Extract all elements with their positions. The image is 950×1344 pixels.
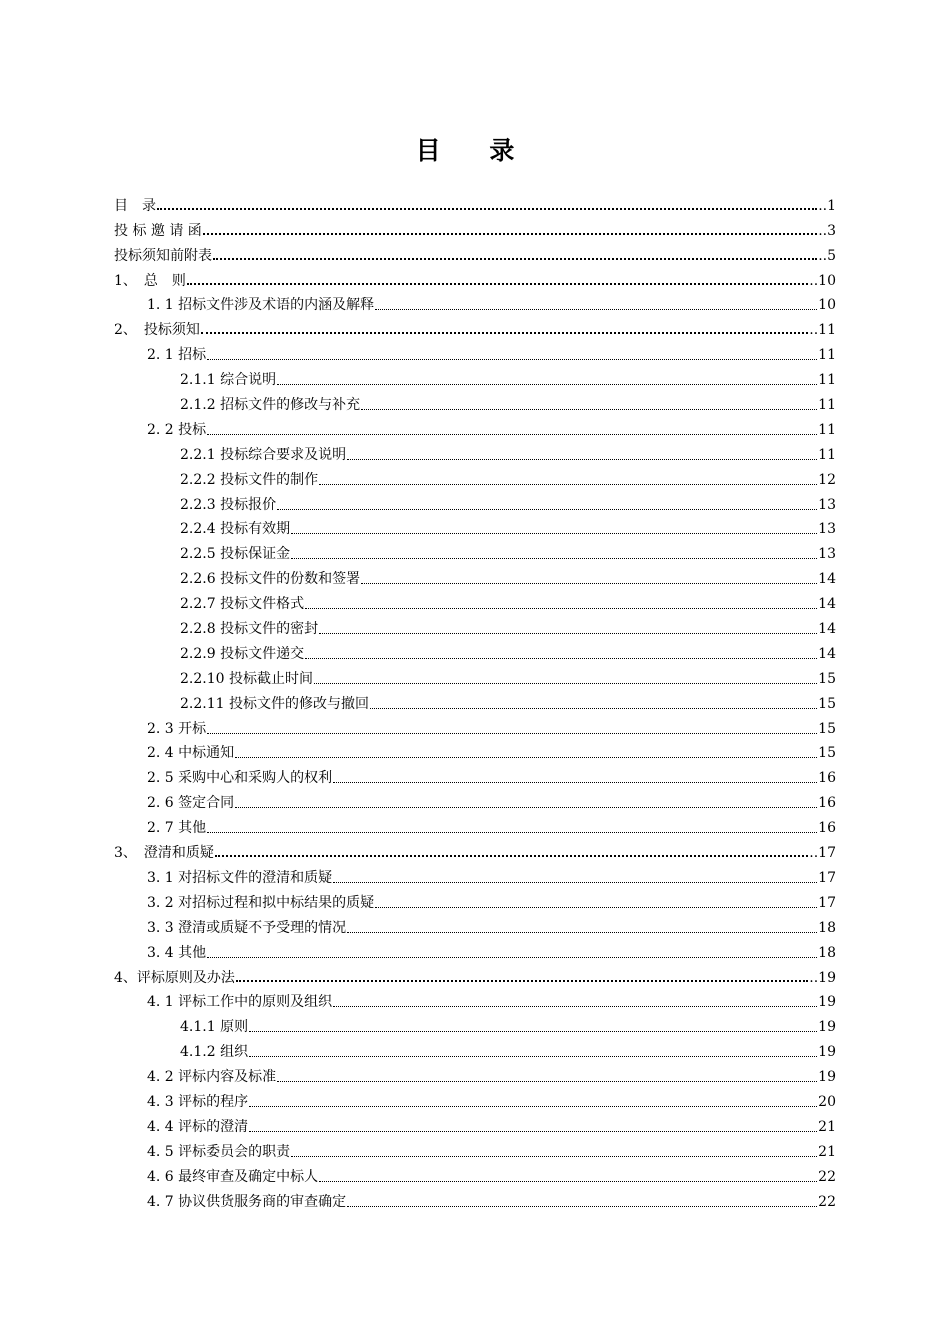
toc-entry[interactable]	[114, 464, 836, 489]
table-of-contents	[114, 190, 836, 1211]
toc-leader-dots	[347, 451, 817, 460]
toc-entry-title: 2、 投标须知	[114, 322, 200, 339]
toc-entry[interactable]	[114, 663, 836, 688]
toc-entry-page-number: 16	[818, 795, 836, 812]
toc-entry[interactable]	[114, 538, 836, 563]
toc-entry-title: 4、评标原则及办法	[114, 969, 235, 986]
toc-entry[interactable]	[114, 514, 836, 539]
toc-entry[interactable]	[114, 812, 836, 837]
toc-entry[interactable]	[114, 1161, 836, 1186]
toc-leader-dots	[249, 1048, 817, 1057]
toc-entry[interactable]	[114, 1186, 836, 1211]
toc-entry-title: 3. 4 其他	[147, 944, 207, 961]
toc-entry-title: 4. 3 评标的程序	[147, 1093, 249, 1110]
toc-entry-title: 投标须知前附表	[114, 247, 212, 264]
toc-entry-title: 1、 总 则	[114, 272, 186, 289]
toc-entry-title: 2.2.7 投标文件格式	[180, 596, 305, 613]
toc-entry-page-number: 11	[818, 446, 836, 463]
toc-entry-title: 2. 1 招标	[147, 347, 207, 364]
toc-entry[interactable]	[114, 762, 836, 787]
toc-entry-title: 3、 澄清和质疑	[114, 845, 214, 862]
toc-entry-page-number: 14	[818, 645, 836, 662]
toc-entry[interactable]	[114, 265, 836, 290]
toc-entry-title: 2. 7 其他	[147, 820, 207, 837]
toc-entry[interactable]	[114, 713, 836, 738]
toc-entry-page-number: 22	[818, 1193, 836, 1210]
toc-entry-title: 2.2.6 投标文件的份数和签署	[180, 571, 361, 588]
toc-leader-dots	[235, 799, 817, 808]
toc-entry-title: 1. 1 招标文件涉及术语的内涵及解释	[147, 297, 375, 314]
toc-entry-page-number: 11	[818, 397, 836, 414]
toc-leader-dots	[249, 1098, 817, 1107]
toc-leader-dots	[291, 1148, 817, 1157]
toc-entry-page-number: 16	[818, 820, 836, 837]
toc-entry[interactable]	[114, 937, 836, 962]
toc-leader-dots	[157, 200, 817, 210]
page-title: 目 录	[415, 136, 535, 165]
toc-leader-dots	[347, 924, 817, 933]
toc-entry[interactable]	[114, 314, 836, 339]
toc-entry-page-number: 19	[818, 1069, 836, 1086]
toc-entry[interactable]	[114, 1036, 836, 1061]
toc-entry[interactable]	[114, 837, 836, 862]
toc-entry-page-number: 12	[818, 471, 836, 488]
toc-leader-dots	[277, 501, 817, 510]
toc-entry-title: 2.2.10 投标截止时间	[180, 670, 313, 687]
toc-entry[interactable]	[114, 414, 836, 439]
toc-entry-title: 投 标 邀 请 函	[114, 222, 202, 239]
toc-entry[interactable]	[114, 190, 836, 215]
toc-leader-dots	[207, 949, 817, 958]
toc-leader-dots	[249, 1123, 817, 1132]
toc-entry[interactable]	[114, 1086, 836, 1111]
toc-entry-title: 4. 2 评标内容及标准	[147, 1069, 277, 1086]
toc-entry-page-number: ..1	[818, 197, 836, 214]
toc-entry-title: 4. 6 最终审查及确定中标人	[147, 1168, 319, 1185]
toc-leader-dots	[305, 600, 817, 609]
toc-entry-page-number: 11	[818, 372, 836, 389]
toc-entry-page-number: 10	[818, 297, 836, 314]
toc-entry-title: 3. 1 对招标文件的澄清和质疑	[147, 869, 333, 886]
toc-leader-dots	[361, 575, 817, 584]
toc-leader-dots	[207, 824, 817, 833]
toc-leader-dots	[201, 324, 808, 334]
toc-entry-page-number: 19	[818, 994, 836, 1011]
toc-entry[interactable]	[114, 912, 836, 937]
toc-leader-dots	[375, 899, 817, 908]
toc-entry[interactable]	[114, 787, 836, 812]
toc-entry[interactable]	[114, 987, 836, 1012]
toc-entry-title: 4. 5 评标委员会的职责	[147, 1143, 291, 1160]
toc-leader-dots	[203, 225, 817, 235]
toc-entry-title: 2.2.3 投标报价	[180, 496, 277, 513]
toc-entry-page-number: 19	[818, 1044, 836, 1061]
toc-leader-dots	[319, 1173, 817, 1182]
toc-leader-dots	[347, 1198, 817, 1207]
toc-entry[interactable]	[114, 290, 836, 315]
toc-leader-dots	[215, 847, 808, 857]
toc-entry-page-number: 18	[818, 944, 836, 961]
toc-entry-page-number: 15	[818, 720, 836, 737]
toc-leader-dots	[207, 725, 817, 734]
toc-entry-page-number: 14	[818, 596, 836, 613]
toc-entry-page-number: ..10	[809, 272, 836, 289]
toc-entry[interactable]	[114, 389, 836, 414]
toc-entry-title: 3. 3 澄清或质疑不予受理的情况	[147, 919, 347, 936]
toc-entry-page-number: 14	[818, 571, 836, 588]
toc-entry[interactable]	[114, 240, 836, 265]
toc-leader-dots	[319, 625, 817, 634]
toc-entry-title: 2.2.11 投标文件的修改与撤回	[180, 695, 369, 712]
toc-entry-title: 2.2.4 投标有效期	[180, 521, 291, 538]
toc-entry-title: 4. 4 评标的澄清	[147, 1118, 249, 1135]
toc-entry-title: 2. 3 开标	[147, 720, 207, 737]
toc-entry-page-number: ..5	[818, 247, 836, 264]
toc-leader-dots	[333, 774, 817, 783]
toc-entry-title: 4.1.1 原则	[180, 1019, 249, 1036]
toc-entry-page-number: 15	[818, 670, 836, 687]
toc-entry-page-number: 11	[818, 421, 836, 438]
toc-leader-dots	[305, 650, 817, 659]
toc-entry[interactable]	[114, 339, 836, 364]
toc-entry-title: 2. 6 签定合同	[147, 795, 235, 812]
toc-entry-title: 2.1.2 招标文件的修改与补充	[180, 397, 361, 414]
toc-leader-dots	[213, 250, 817, 260]
toc-entry-page-number: 17	[818, 869, 836, 886]
toc-leader-dots	[370, 700, 817, 709]
toc-entry-page-number: 19	[818, 1019, 836, 1036]
toc-entry-page-number: ..19	[809, 969, 836, 986]
toc-entry-title: 目 录	[114, 197, 156, 214]
toc-entry[interactable]	[114, 1011, 836, 1036]
toc-entry[interactable]	[114, 862, 836, 887]
toc-entry-title: 4. 1 评标工作中的原则及组织	[147, 994, 333, 1011]
toc-entry-title: 3. 2 对招标过程和拟中标结果的质疑	[147, 894, 375, 911]
toc-leader-dots	[333, 874, 817, 883]
toc-leader-dots	[187, 275, 808, 285]
toc-entry-page-number: 16	[818, 770, 836, 787]
toc-entry-title: 2.2.2 投标文件的制作	[180, 471, 319, 488]
toc-entry[interactable]	[114, 215, 836, 240]
toc-entry-page-number: 15	[818, 695, 836, 712]
toc-leader-dots	[319, 476, 817, 485]
toc-entry-page-number: 18	[818, 919, 836, 936]
toc-entry[interactable]	[114, 638, 836, 663]
toc-entry[interactable]	[114, 364, 836, 389]
toc-entry-title: 2.2.8 投标文件的密封	[180, 621, 319, 638]
toc-leader-dots	[207, 351, 817, 360]
toc-leader-dots	[375, 301, 817, 310]
toc-entry[interactable]	[114, 439, 836, 464]
toc-entry-title: 2.1.1 综合说明	[180, 372, 277, 389]
toc-entry[interactable]	[114, 738, 836, 763]
toc-entry[interactable]	[114, 1111, 836, 1136]
toc-entry-title: 2. 5 采购中心和采购人的权利	[147, 770, 333, 787]
toc-entry-page-number: 13	[818, 521, 836, 538]
toc-entry[interactable]	[114, 588, 836, 613]
toc-entry[interactable]	[114, 489, 836, 514]
toc-entry-title: 2.2.5 投标保证金	[180, 546, 291, 563]
toc-entry-page-number: ..3	[818, 222, 836, 239]
toc-entry[interactable]	[114, 1136, 836, 1161]
toc-entry-page-number: 11	[818, 347, 836, 364]
toc-entry[interactable]	[114, 563, 836, 588]
toc-entry-title: 2.2.1 投标综合要求及说明	[180, 446, 347, 463]
toc-leader-dots	[291, 550, 817, 559]
toc-entry-page-number: ..17	[809, 845, 836, 862]
toc-entry-page-number: 13	[818, 496, 836, 513]
toc-leader-dots	[291, 525, 817, 534]
toc-entry-page-number: 13	[818, 546, 836, 563]
toc-leader-dots	[236, 972, 808, 982]
toc-entry-page-number: 14	[818, 621, 836, 638]
toc-leader-dots	[277, 376, 817, 385]
toc-entry[interactable]	[114, 1061, 836, 1086]
toc-entry-title: 4.1.2 组织	[180, 1044, 249, 1061]
toc-leader-dots	[249, 1023, 817, 1032]
toc-entry-title: 2. 2 投标	[147, 421, 207, 438]
toc-leader-dots	[277, 1073, 817, 1082]
toc-leader-dots	[314, 675, 817, 684]
toc-leader-dots	[235, 749, 817, 758]
toc-entry[interactable]	[114, 887, 836, 912]
toc-entry-title: 2. 4 中标通知	[147, 745, 235, 762]
toc-entry-page-number: ..11	[809, 322, 836, 339]
toc-leader-dots	[333, 998, 817, 1007]
toc-entry-page-number: 21	[818, 1118, 836, 1135]
toc-entry-page-number: 20	[818, 1093, 836, 1110]
toc-entry-page-number: 21	[818, 1143, 836, 1160]
toc-entry[interactable]	[114, 688, 836, 713]
toc-entry[interactable]	[114, 613, 836, 638]
toc-entry-page-number: 15	[818, 745, 836, 762]
toc-leader-dots	[207, 426, 817, 435]
toc-entry-title: 4. 7 协议供货服务商的审查确定	[147, 1193, 347, 1210]
toc-entry-page-number: 22	[818, 1168, 836, 1185]
toc-entry-title: 2.2.9 投标文件递交	[180, 645, 305, 662]
toc-leader-dots	[361, 401, 817, 410]
toc-entry[interactable]	[114, 962, 836, 987]
toc-entry-page-number: 17	[818, 894, 836, 911]
